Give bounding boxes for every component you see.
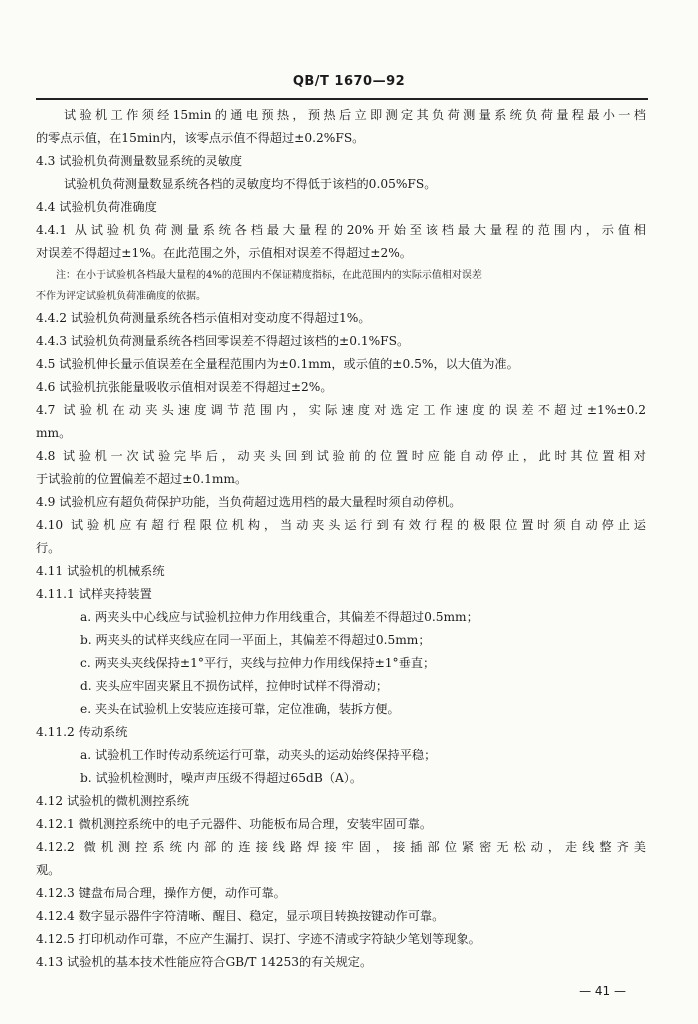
section-heading: 4.3 试验机负荷测量数显系统的灵敏度 [36,154,243,168]
list-item: d. 夹头应牢固夹紧且不损伤试样，拉伸时试样不得滑动； [80,679,389,693]
paragraph-line: 试验机工作须经15min的通电预热，预热后立即测定其负荷测量系统负荷量程最小一档 [64,108,646,122]
note-line: 注：在小于试验机各档最大量程的4%的范围内不保证精度指标，在此范围内的实际示值相对误差 [56,270,482,281]
paragraph-line: 试验机负荷测量数显系统各档的灵敏度均不得低于该档的0.05%FS。 [64,177,437,191]
paragraph-line: 4.12.1 微机测控系统中的电子元器件、功能板布局合理，安装牢固可靠。 [36,817,433,831]
paragraph-line: 观。 [36,863,61,877]
paragraph-line: 4.4.2 试验机负荷测量系统各档示值相对变动度不得超过1%。 [36,311,371,325]
paragraph-line: mm。 [36,426,72,440]
paragraph-line: 4.12.2 微机测控系统内部的连接线路焊接牢固，接插部位紧密无松动，走线整齐美 [36,840,646,854]
paragraph-line: 4.10 试验机应有超行程限位机构，当动夹头运行到有效行程的极限位置时须自动停止运 [36,518,646,532]
list-item: a. 试验机工作时传动系统运行可靠，动夹头的运动始终保持平稳； [80,748,437,762]
paragraph-line: 4.4.3 试验机负荷测量系统各档回零误差不得超过该档的±0.1%FS。 [36,334,410,348]
paragraph-line: 对误差不得超过±1%。在此范围之外，示值相对误差不得超过±2%。 [36,246,412,260]
note-line: 不作为评定试验机负荷准确度的依据。 [36,291,206,302]
paragraph-line: 行。 [36,541,61,555]
section-heading: 4.11 试验机的机械系统 [36,564,165,578]
header-rule [36,98,648,100]
paragraph-line: 4.12.4 数字显示器件字符清晰、醒目、稳定，显示项目转换按键动作可靠。 [36,909,445,923]
paragraph-line: 的零点示值，在15min内，该零点示值不得超过±0.2%FS。 [36,131,365,145]
paragraph-line: 4.5 试验机伸长量示值误差在全量程范围内为±0.1mm，或示值的±0.5%，以大值为准。 [36,357,519,371]
section-heading: 4.4 试验机负荷准确度 [36,200,157,214]
list-item: a. 两夹头中心线应与试验机拉伸力作用线重合，其偏差不得超过0.5mm； [80,610,479,624]
standard-code-header: QB/T 1670—92 [292,74,406,89]
list-item: c. 两夹头夹线保持±1°平行，夹线与拉伸力作用线保持±1°垂直； [80,656,436,670]
subsection-heading: 4.11.2 传动系统 [36,725,128,739]
paragraph-line: 4.13 试验机的基本技术性能应符合GB/T 14253的有关规定。 [36,955,373,969]
paragraph-line: 4.9 试验机应有超负荷保护功能，当负荷超过选用档的最大量程时须自动停机。 [36,495,462,509]
body-text [36,104,646,974]
page-number: — 41 — [579,984,626,998]
list-item: b. 两夹头的试样夹线应在同一平面上，其偏差不得超过0.5mm； [80,633,431,647]
section-heading: 4.12 试验机的微机测控系统 [36,794,189,808]
paragraph-line: 于试验前的位置偏差不超过±0.1mm。 [36,472,248,486]
paragraph-line: 4.6 试验机抗张能量吸收示值相对误差不得超过±2%。 [36,380,333,394]
paragraph-line: 4.12.5 打印机动作可靠，不应产生漏打、误打、字迹不清或字符缺少笔划等现象。 [36,932,481,946]
paragraph-line: 4.4.1 从试验机负荷测量系统各档最大量程的20%开始至该档最大量程的范围内，示值相 [36,223,646,237]
list-item: e. 夹头在试验机上安装应连接可靠，定位准确，装拆方便。 [80,702,400,716]
paragraph-line: 4.7 试验机在动夹头速度调节范围内，实际速度对选定工作速度的误差不超过±1%±0.2 [36,403,646,417]
subsection-heading: 4.11.1 试样夹持装置 [36,587,152,601]
list-item: b. 试验机检测时，噪声声压级不得超过65dB（A）。 [80,771,363,785]
paragraph-line: 4.8 试验机一次试验完毕后，动夹头回到试验前的位置时应能自动停止，此时其位置相对 [36,449,646,463]
paragraph-line: 4.12.3 键盘布局合理，操作方便，动作可靠。 [36,886,286,900]
